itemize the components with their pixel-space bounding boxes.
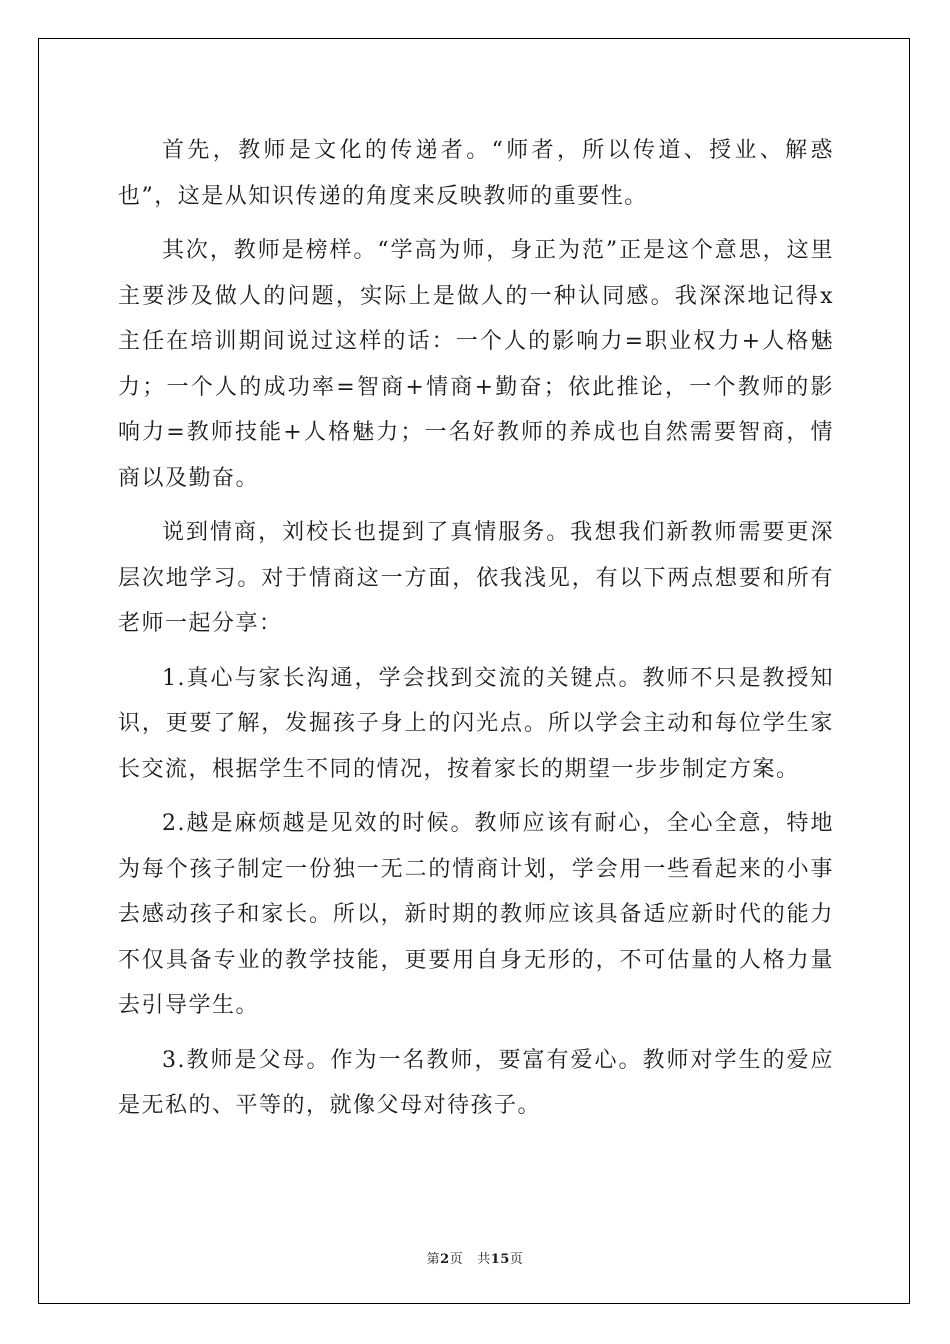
paragraph-4: 1.真心与家长沟通，学会找到交流的关键点。教师不只是教授知识，更要了解，发掘孩子身上的闪光点。所以学会主动和每位学生家长交流，根据学生不同的情况，按着家长的期望一步步制定方案。: [118, 665, 834, 782]
paragraph-2: 其次，教师是榜样。“学高为师，身正为范”正是这个意思，这里主要涉及做人的问题，实际上是做人的一种认同感。我深深地记得x主任在培训期间说过这样的话：一个人的影响力=职业权力+人格魅力；一个人的成功率=智商+情商+勤奋；依此推论，一个教师的影响力=教师技能+人格魅力；一名好教师的养成也自然需要智商，情商以及勤奋。: [118, 238, 834, 491]
total-suffix: 页: [509, 1252, 524, 1267]
total-prefix: 共: [477, 1252, 491, 1267]
paragraph-5: 2.越是麻烦越是见效的时候。教师应该有耐心，全心全意，特地为每个孩子制定一份独一无二的情商计划，学会用一些看起来的小事去感动孩子和家长。所以，新时期的教师应该具备适应新时代的能力不仅具备专业的教学技能，更要用自身无形的，不可估量的人格力量去引导学生。: [118, 811, 834, 1018]
document-body: [118, 128, 834, 1138]
page-number: 2: [440, 1252, 450, 1267]
paragraph-1: 首先，教师是文化的传递者。“师者，所以传道、授业、解惑也”，这是从知识传递的角度来反映教师的重要性。: [118, 138, 834, 209]
page-footer: [0, 1248, 950, 1267]
paragraph-3: 说到情商，刘校长也提到了真情服务。我想我们新教师需要更深层次地学习。对于情商这一方面，依我浅见，有以下两点想要和所有老师一起分享：: [118, 520, 834, 636]
page-suffix: 页: [449, 1252, 464, 1267]
page-prefix: 第: [426, 1252, 441, 1267]
total-pages: 15: [490, 1252, 510, 1267]
paragraph-6: 3.教师是父母。作为一名教师，要富有爱心。教师对学生的爱应是无私的、平等的，就像父母对待孩子。: [118, 1047, 834, 1118]
